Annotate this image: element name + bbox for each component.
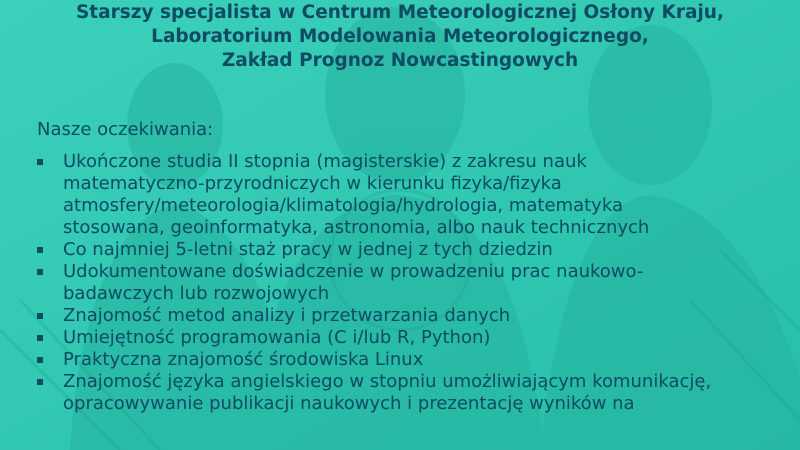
list-item-line: Umiejętność programowania (C i/lub R, Python)	[63, 327, 491, 348]
job-title	[0, 0, 800, 73]
list-item-line: Znajomość języka angielskiego w stopniu umożliwiającym komunikację,	[63, 371, 712, 392]
list-item	[37, 261, 797, 305]
bullet-icon	[37, 159, 43, 165]
list-item-line: Co najmniej 5-letni staż pracy w jednej z tych dziedzin	[63, 239, 553, 260]
list-item	[37, 327, 797, 349]
job-title-line: Laboratorium Modelowania Meteorologicznego,	[151, 26, 649, 47]
expectations-heading: Nasze oczekiwania:	[37, 119, 214, 140]
list-item-line: Znajomość metod analizy i przetwarzania danych	[63, 305, 511, 326]
list-item-line: opracowywanie publikacji naukowych i prezentację wyników na	[63, 393, 635, 414]
bullet-icon	[37, 357, 43, 363]
list-item-line: Udokumentowane doświadczenie w prowadzeniu prac naukowo-	[63, 261, 644, 282]
list-item	[37, 371, 797, 415]
list-item-line: stosowana, geoinformatyka, astronomia, albo nauk technicznych	[63, 217, 650, 238]
list-item-line: badawczych lub rozwojowych	[63, 283, 330, 304]
list-item	[37, 349, 797, 371]
job-title-line: Starszy specjalista w Centrum Meteorologicznej Osłony Kraju,	[75, 2, 724, 23]
bullet-icon	[37, 379, 43, 385]
list-item-line: Ukończone studia II stopnia (magisterskie) z zakresu nauk	[63, 151, 587, 172]
list-item	[37, 239, 797, 261]
bullet-icon	[37, 335, 43, 341]
list-item-line: Praktyczna znajomość środowiska Linux	[63, 349, 424, 370]
list-item	[37, 305, 797, 327]
list-item	[37, 151, 797, 239]
bullet-icon	[37, 269, 43, 275]
bullet-icon	[37, 313, 43, 319]
expectations-list	[37, 151, 797, 415]
bullet-icon	[37, 247, 43, 253]
job-title-line: Zakład Prognoz Nowcastingowych	[221, 50, 579, 71]
list-item-line: matematyczno-przyrodniczych w kierunku fizyka/fizyka	[63, 173, 562, 194]
list-item-line: atmosfery/meteorologia/klimatologia/hydrologia, matematyka	[63, 195, 623, 216]
